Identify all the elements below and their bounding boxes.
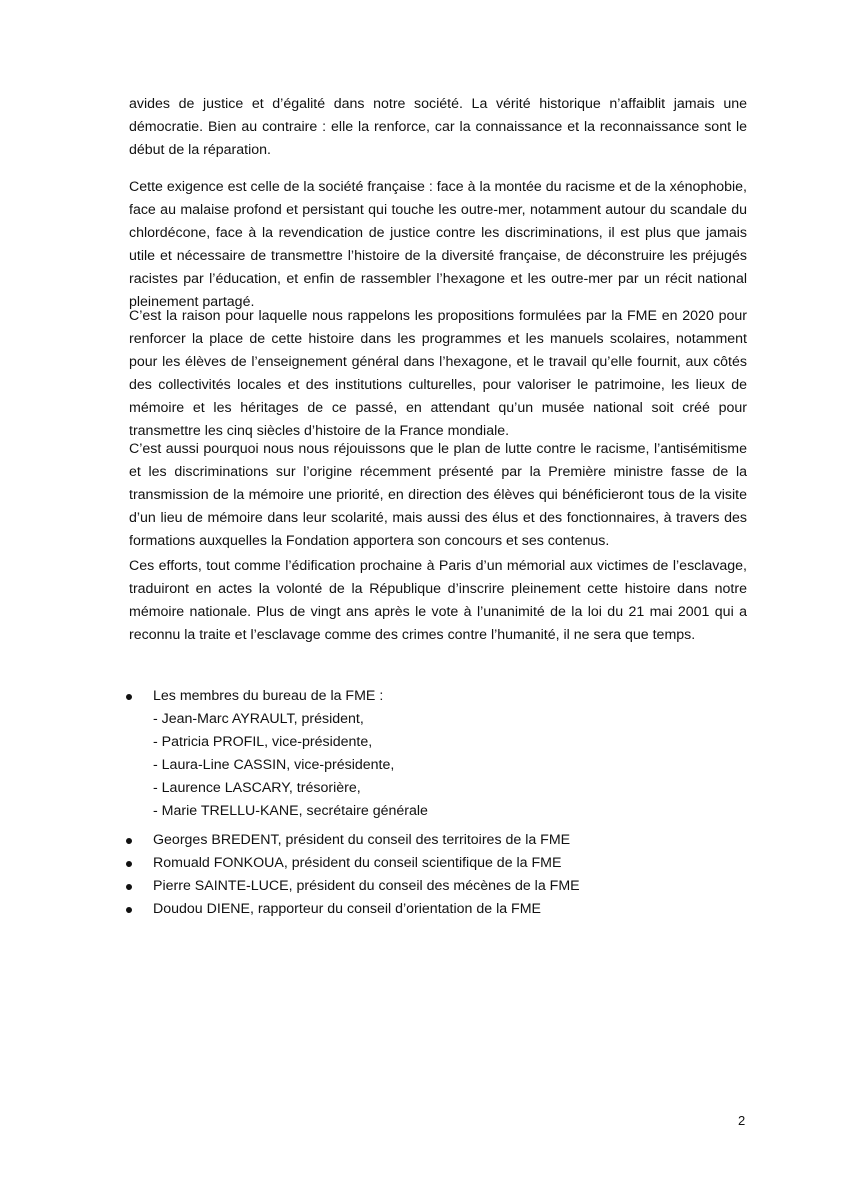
- bureau-member: - Jean-Marc AYRAULT, président,: [153, 711, 364, 727]
- paragraph-5: Ces efforts, tout comme l’édification prochaine à Paris d’un mémorial aux victimes de l’esclavage, traduiront en actes la volonté de la République d’inscrire pleinement cette histoire dans notre mémoire nationale. Plus de vingt ans après le vote à l’unanimité de la loi du 21 mai 2001 qui a reconnu la traite et l’esclavage comme des crimes contre l’humanité, il ne sera que temps.: [129, 558, 747, 643]
- bullet-icon: [126, 907, 132, 913]
- bureau-member: - Laurence LASCARY, trésorière,: [153, 780, 361, 796]
- paragraph-1: avides de justice et d’égalité dans notre société. La vérité historique n’affaiblit jamais une démocratie. Bien au contraire : elle la renforce, car la connaissance et la reconnaissance sont le début de la réparation.: [129, 96, 747, 158]
- page-number: 2: [738, 1113, 746, 1128]
- paragraph-3: C’est la raison pour laquelle nous rappelons les propositions formulées par la FME en 2020 pour renforcer la place de cette histoire dans les programmes et les manuels scolaires, notamment pour les élèves de l’enseignement général dans l’hexagone, et le travail qu’elle fournit, aux côtés des collectivités locales et des institutions culturelles, pour valoriser le patrimoine, les lieux de mémoire et les héritages de ce passé, en attendant qu’un musée national soit créé pour transmettre les cinq siècles d’histoire de la France mondiale.: [129, 308, 747, 439]
- bureau-member: - Patricia PROFIL, vice-présidente,: [153, 734, 373, 750]
- council-list: [0, 829, 849, 921]
- bureau-members: [153, 708, 428, 823]
- list-item: [0, 875, 849, 898]
- list-item: [0, 829, 849, 852]
- paragraph-2: Cette exigence est celle de la société française : face à la montée du racisme et de la xénophobie, face au malaise profond et persistant qui touche les outre-mer, notamment autour du scandale du chlordécone, face à la revendication de justice contre les discriminations, il est plus que jamais utile et nécessaire de transmettre l’histoire de la diversité française, de déconstruire les préjugés racistes par l’éducation, et enfin de rassembler l’hexagone et les outre-mer par un récit national pleinement partagé.: [129, 179, 747, 310]
- signatory: Georges BREDENT, président du conseil des territoires de la FME: [153, 832, 571, 848]
- list-item: [0, 898, 849, 921]
- signatory: Pierre SAINTE-LUCE, président du conseil des mécènes de la FME: [153, 878, 580, 894]
- bullet-icon: [126, 861, 132, 867]
- paragraph-4: C’est aussi pourquoi nous nous réjouissons que le plan de lutte contre le racisme, l’antisémitisme et les discriminations sur l’origine récemment présenté par la Première ministre fasse de la transmission de la mémoire une priorité, en direction des élèves qui bénéficieront tous de la visite d’un lieu de mémoire dans leur scolarité, mais aussi des élus et des fonctionnaires, à travers des formations auxquelles la Fondation apportera son concours et ses contenus.: [129, 441, 747, 549]
- bureau-member: - Laura-Line CASSIN, vice-présidente,: [153, 757, 395, 773]
- bureau-member: - Marie TRELLU-KANE, secrétaire générale: [153, 803, 428, 819]
- bullet-icon: [126, 838, 132, 844]
- bullet-icon: [126, 694, 132, 700]
- bullet-icon: [126, 884, 132, 890]
- list-item-bureau: [0, 685, 849, 819]
- bureau-title: Les membres du bureau de la FME :: [153, 688, 384, 704]
- bureau-list: [0, 685, 849, 819]
- signatory: Romuald FONKOUA, président du conseil scientifique de la FME: [153, 855, 562, 871]
- signatory: Doudou DIENE, rapporteur du conseil d’orientation de la FME: [153, 901, 542, 917]
- list-item: [0, 852, 849, 875]
